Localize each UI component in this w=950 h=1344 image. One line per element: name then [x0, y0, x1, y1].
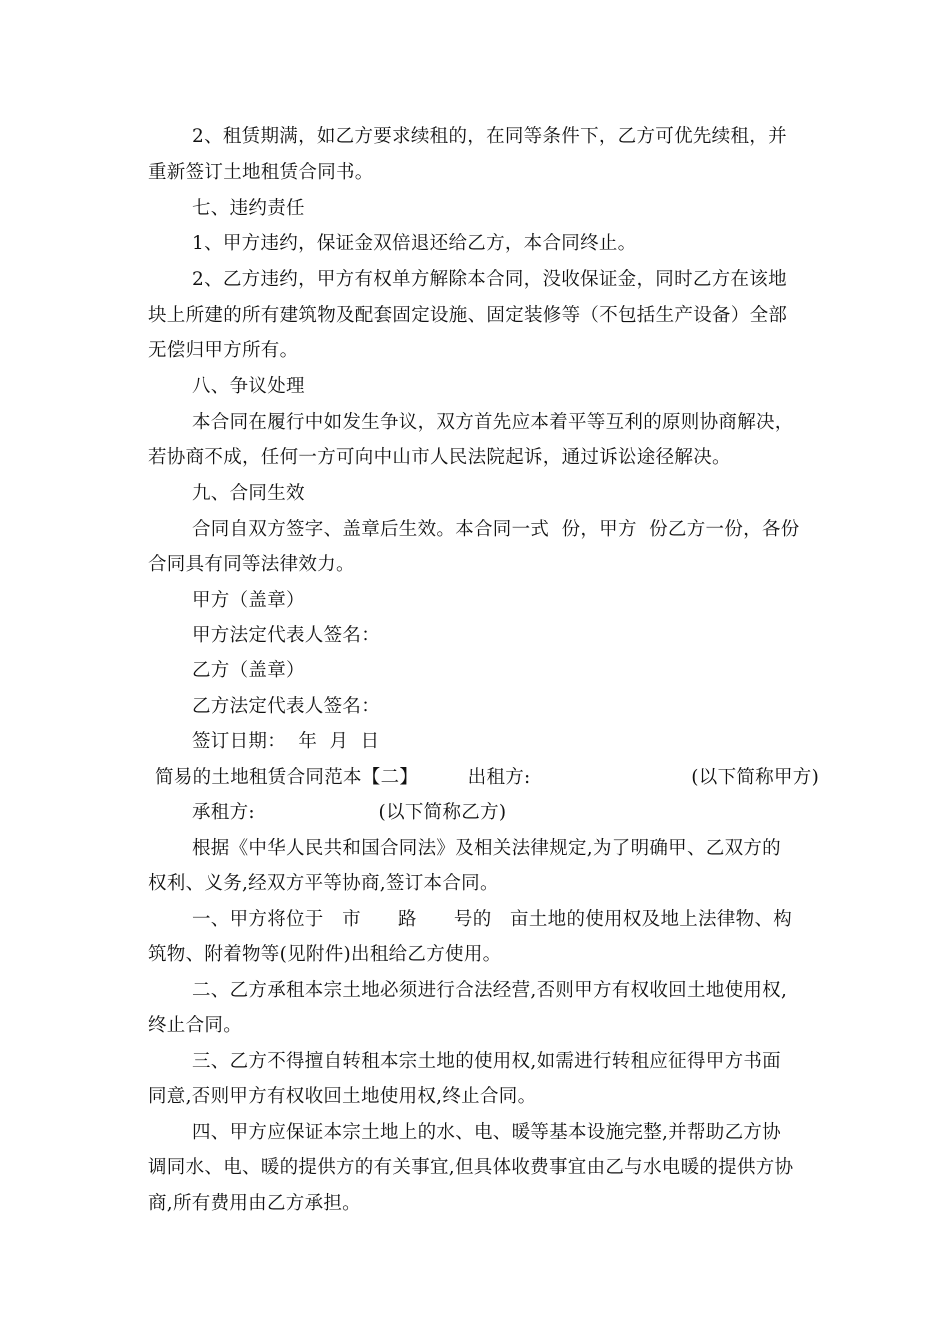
paragraph-renewal-line-1: 2、租赁期满，如乙方要求续租的，在同等条件下，乙方可优先续租，并 — [192, 126, 787, 147]
section-heading-breach: 七、违约责任 — [192, 198, 305, 219]
signature-date: 签订日期： 年 月 日 — [192, 731, 380, 752]
paragraph-breach-party-a: 1、甲方违约，保证金双倍退还给乙方，本合同终止。 — [192, 233, 637, 254]
paragraph-breach-party-b-line-2: 块上所建的所有建筑物及配套固定设施、固定装修等（不包括生产设备）全部 — [148, 305, 788, 326]
clause-three-line-2: 同意,否则甲方有权收回土地使用权,终止合同。 — [148, 1086, 537, 1107]
lessee-line: 承租方: (以下简称乙方) — [192, 802, 507, 823]
signature-party-b-seal: 乙方（盖章） — [192, 660, 305, 681]
paragraph-effect-line-2: 合同具有同等法律效力。 — [148, 554, 355, 575]
clause-three-line-1: 三、乙方不得擅自转租本宗土地的使用权,如需进行转租应征得甲方书面 — [192, 1051, 781, 1072]
contract-two-title-line: 简易的土地租赁合同范本【二】 出租方: (以下简称甲方) — [155, 767, 820, 788]
paragraph-basis-line-2: 权利、义务,经双方平等协商,签订本合同。 — [148, 873, 499, 894]
section-heading-dispute: 八、争议处理 — [192, 376, 305, 397]
clause-four-line-1: 四、甲方应保证本宗土地上的水、电、暖等基本设施完整,并帮助乙方协 — [192, 1122, 781, 1143]
paragraph-renewal-line-2: 重新签订土地租赁合同书。 — [148, 162, 374, 183]
paragraph-effect-line-1: 合同自双方签字、盖章后生效。本合同一式 份，甲方 份乙方一份，各份 — [192, 519, 800, 540]
paragraph-breach-party-b-line-1: 2、乙方违约，甲方有权单方解除本合同，没收保证金，同时乙方在该地 — [192, 269, 787, 290]
paragraph-dispute-line-2: 若协商不成，任何一方可向中山市人民法院起诉，通过诉讼途径解决。 — [148, 447, 731, 468]
clause-one-line-2: 筑物、附着物等(见附件)出租给乙方使用。 — [148, 944, 502, 965]
clause-two-line-1: 二、乙方承租本宗土地必须进行合法经营,否则甲方有权收回土地使用权, — [192, 980, 788, 1001]
section-heading-effect: 九、合同生效 — [192, 483, 305, 504]
clause-one-line-1: 一、甲方将位于 市 路 号的 亩土地的使用权及地上法律物、构 — [192, 909, 793, 930]
clause-four-line-3: 商,所有费用由乙方承担。 — [148, 1193, 361, 1214]
paragraph-basis-line-1: 根据《中华人民共和国合同法》及相关法律规定,为了明确甲、乙双方的 — [192, 838, 781, 859]
clause-two-line-2: 终止合同。 — [148, 1015, 243, 1036]
signature-party-a-seal: 甲方（盖章） — [192, 590, 305, 611]
signature-party-a-representative: 甲方法定代表人签名： — [192, 625, 381, 646]
paragraph-dispute-line-1: 本合同在履行中如发生争议，双方首先应本着平等互利的原则协商解决， — [192, 412, 794, 433]
signature-party-b-representative: 乙方法定代表人签名： — [192, 696, 381, 717]
clause-four-line-2: 调同水、电、暖的提供方的有关事宜,但具体收费事宜由乙与水电暖的提供方协 — [148, 1157, 794, 1178]
paragraph-breach-party-b-line-3: 无偿归甲方所有。 — [148, 340, 299, 361]
